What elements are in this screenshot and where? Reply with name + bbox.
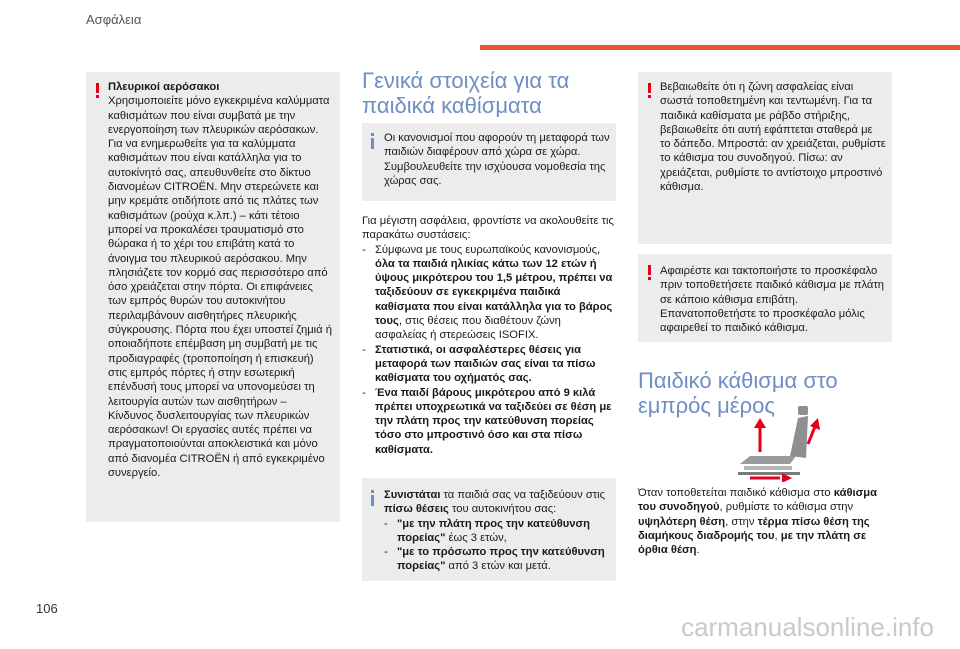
header-accent-line xyxy=(480,45,960,50)
seatbelt-warning-box xyxy=(638,72,892,244)
list-item: - "με την πλάτη προς την κατεύθυνση πορείας" έως 3 ετών, xyxy=(384,517,590,544)
front-child-seat-title: Παιδικό κάθισμα στο εμπρός μέρος xyxy=(638,368,838,418)
list-item: - Σύμφωνα με τους ευρωπαϊκούς κανονισμούς, όλα τα παιδιά ηλικίας κάτω των 12 ετών ή ύψους μικρότερου του 1,5 μέτρου, πρέπει να ταξιδεύουν σε εγκεκριμένα παιδικά καθίσματα που είναι κατάλληλα για το βάρος τους, στις θέσεις που διαθέτουν ζώνη ασφαλείας ή στερεώσεις ISOFIX. xyxy=(362,243,613,342)
page-number: 106 xyxy=(36,601,58,616)
child-seats-general-section xyxy=(362,68,616,118)
warning-icon xyxy=(647,265,653,281)
recommendations-intro: Για μέγιστη ασφάλεια, φροντίστε να ακολουθείτε τις παρακάτω συστάσεις: xyxy=(362,215,614,242)
info-icon xyxy=(370,133,376,149)
seatbelt-warning-text: Βεβαιωθείτε ότι η ζώνη ασφαλείας είναι σωστά τοποθετημένη και τεντωμένη. Για τα παιδικά καθίσματα με ράβδο στήριξης, βεβαιωθείτε ότι αυτή εφάπτεται σταθερά με το δάπεδο. Μπροστά: αν χρειάζεται, ρυθμίστε το κάθισμα του συνοδηγού. Πίσω: αν χρειάζεται, ρυθμίστε το αντίστοιχο μπροστινό κάθισμα. xyxy=(660,81,886,194)
watermark-text: carmanualsonline.info xyxy=(681,612,934,642)
headrest-warning-box xyxy=(638,254,892,342)
regulations-info-box xyxy=(362,123,616,201)
side-airbags-warning-box xyxy=(86,72,340,522)
info-icon xyxy=(370,490,376,506)
warning-icon xyxy=(647,83,653,99)
list-item: - Ένα παιδί βάρους μικρότερου από 9 κιλά πρέπει υποχρεωτικά να ταξιδεύει σε θέση με την πλάτη προς την κατεύθυνση πορείας τόσο στο μπροστινό όσο και στα πίσω καθίσματα. xyxy=(362,386,612,456)
section-title: Ασφάλεια xyxy=(86,12,142,27)
front-child-seat-text: Όταν τοποθετείται παιδικό κάθισμα στο κάθισμα του συνοδηγού, ρυθμίστε το κάθισμα στην υψηλότερη θέση, στην τέρμα πίσω θέση της διαμήκους διαδρομής του, με την πλάτη σε όρθια θέση. xyxy=(638,487,877,557)
warning-icon xyxy=(95,83,101,99)
headrest-warning-text: Αφαιρέστε και τακτοποιήστε το προσκέφαλο πριν τοποθετήσετε παιδικό κάθισμα με πλάτη σε κάποιο κάθισμα επιβάτη. Επανατοποθετήστε το προσκέφαλο μόλις αφαιρεθεί το παιδικό κάθισμα. xyxy=(660,265,885,335)
list-item: - "με το πρόσωπο προς την κατεύθυνση πορείας" από 3 ετών και μετά. xyxy=(384,546,605,573)
side-airbags-text: Χρησιμοποιείτε μόνο εγκεκριμένα καλύμματα καθισμάτων που είναι συμβατά με την ενεργοποίηση των πλευρικών αερόσακων. Για να ενημερωθείτε για τα καλύμματα καθισμάτων που είναι κατάλληλα για το αυτοκίνητό σας, απευθυνθείτε στο δίκτυο διανομέων CITROËN. Μην στερεώνετε και μην κρεμάτε οτιδήποτε από τις πλάτες των καθισμάτων (ρούχα κ.λπ.) – κάτι τέτοιο μπορεί να προκαλέσει τραυματισμό στο θώρακα ή το χέρι του επιβάτη κατά το άνοιγμα του πλευρικού αερόσακου. Μην πλησιάζετε τον κορμό σας περισσότερο από όσο χρειάζεται στην πόρτα. Οι επιφάνειες των εμπρός θυρών του αυτοκινήτου περιλαμβάνουν αισθητήρες πλευρικής σύγκρουσης. Πόρτα που έχει υποστεί ζημιά ή οποιαδήποτε επέμβαση μη συμβατή με τις προδιαγραφές (τροποποίηση ή επισκευή) στις εμπρός πόρτες ή στην εσωτερική επένδυσή τους μπορεί να υπονομεύσει τη λειτουργία αυτών των αισθητήρων – Κίνδυνος δυσλειτουργίας των πλευρικών αερόσακων! Οι εργασίες αυτές πρέπει να πραγματοποιούνται αποκλειστικά και μόνο από διανομέα CITROËN ή από εγκεκριμένο συνεργείο. xyxy=(108,95,332,480)
side-airbags-heading: Πλευρικοί αερόσακοι xyxy=(108,81,220,93)
regulations-info-text: Οι κανονισμοί που αφορούν τη μεταφορά των παιδιών διαφέρουν από χώρα σε χώρα. Συμβουλευθείτε την ισχύουσα νομοθεσία της χώρας σας. xyxy=(384,132,610,187)
recommendations xyxy=(362,214,616,457)
rear-seats-tip-box: Συνιστάται τα παιδιά σας να ταξιδεύουν στις πίσω θέσεις του αυτοκινήτου σας: - "με την πλάτη προς την κατεύθυνση πορείας" έως 3 ετών, - "με το πρόσωπο προς την κατεύθυνση πορείας" από 3 ετών και μετά. xyxy=(362,478,616,581)
list-item: - Στατιστικά, οι ασφαλέστερες θέσεις για μεταφορά των παιδιών σας είναι τα πίσω καθίσματα του οχήματός σας. xyxy=(362,343,596,385)
child-seats-title: Γενικά στοιχεία για τα παιδικά καθίσματα xyxy=(362,68,570,118)
seat-adjustment-illustration xyxy=(720,404,830,482)
